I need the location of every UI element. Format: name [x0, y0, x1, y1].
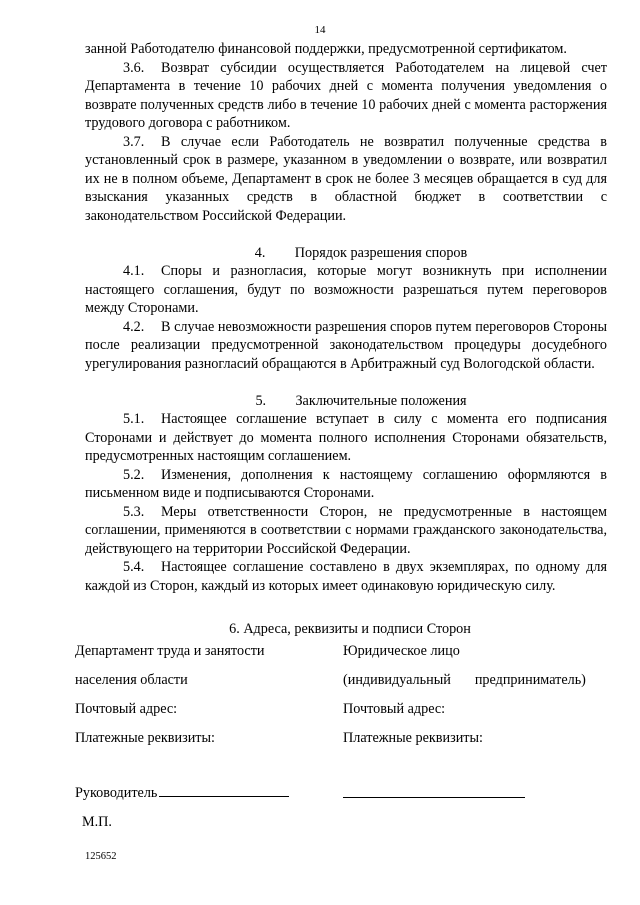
- section-number: 4.: [254, 244, 266, 261]
- left-party-line1: Департамент труда и занятости: [75, 643, 265, 659]
- right-party-type-b: предприниматель): [474, 672, 586, 688]
- paragraph-number: 5.2.: [123, 466, 145, 483]
- right-postal-address-label: Почтовый адрес:: [343, 701, 446, 717]
- head-label: Руководитель: [75, 785, 158, 801]
- left-party-line2: населения области: [75, 672, 188, 688]
- left-postal-address-label: Почтовый адрес:: [75, 701, 178, 717]
- paragraph-text: Настоящее соглашение составлено в двух экземплярах, по одному для каждой из Сторон, каждый из которых имеет одинаковую юридическую силу.: [85, 559, 607, 594]
- right-party-line2: [343, 672, 586, 689]
- page-number: 14: [314, 24, 326, 36]
- paragraph-number: 5.1.: [123, 411, 145, 427]
- paragraph-text: Меры ответственности Сторон, не предусмотренные в настоящем соглашении, применяются в соответствии с нормами гражданского законодательства, действующего на территории Российской Федерации.: [85, 503, 607, 557]
- section-title: Порядок разрешения споров: [294, 244, 468, 261]
- stamp-place-label: М.П.: [82, 814, 112, 830]
- paragraph-number: 3.7.: [123, 133, 145, 150]
- right-party-type-a: (индивидуальный: [343, 672, 451, 688]
- paragraph-number: 4.1.: [123, 263, 145, 279]
- paragraph-text: Изменения, дополнения к настоящему соглашению оформляются в письменном виде и подписываются Сторонами.: [85, 466, 607, 501]
- right-party-line1: Юридическое лицо: [343, 643, 460, 659]
- paragraph-text: занной Работодателю финансовой поддержки, предусмотренной сертификатом.: [85, 41, 567, 57]
- paragraph-text: Споры и разногласия, которые могут возникнуть при исполнении настоящего соглашения, будут по возможности разрешаться путем переговоров между Сторонами.: [85, 263, 607, 316]
- paragraph-text: Возврат субсидии осуществляется Работодателем на лицевой счет Департамента в течение 10 рабочих дней с момента получения уведомления о возврате полученных средств либо в течение 10 рабочих дней с момента расторжения трудового договора с работником.: [85, 59, 607, 131]
- paragraph-number: 5.4.: [123, 559, 145, 575]
- paragraph-text: В случае невозможности разрешения споров путем переговоров Стороны после реализации предусмотренной законодательством процедуры досудебного урегулирования разногласий обращаются в Арбитражный суд Вологодской области.: [85, 318, 607, 372]
- left-payment-details-label: Платежные реквизиты:: [75, 730, 215, 746]
- section-title: Заключительные положения: [295, 392, 467, 409]
- right-signature-line: [343, 797, 525, 798]
- paragraph-text: В случае если Работодатель не возвратил полученные средства в установленный срок в размере, указанном в уведомлении о возврате, или возвратил их не в полном объеме, Департамент в срок не более 3 месяцев обращается в суд для взыскания указанных средств в областной бюджет в соответствии с законодательством Российской Федерации.: [85, 133, 607, 224]
- document-code: 125652: [85, 851, 117, 862]
- section-number: 5.: [255, 392, 267, 409]
- signature-line: [159, 795, 289, 797]
- paragraph-text: Настоящее соглашение вступает в силу с момента его подписания Сторонами и действует до момента полного исполнения Сторонами обязательств, предусмотренных настоящим соглашением.: [85, 411, 607, 464]
- section-6-heading: 6. Адреса, реквизиты и подписи Сторон: [229, 621, 471, 637]
- paragraph-number: 3.6.: [123, 59, 145, 76]
- left-head-signature: [75, 785, 289, 802]
- paragraph-number: 5.3.: [123, 503, 145, 520]
- paragraph-number: 4.2.: [123, 318, 145, 335]
- right-payment-details-label: Платежные реквизиты:: [343, 730, 483, 746]
